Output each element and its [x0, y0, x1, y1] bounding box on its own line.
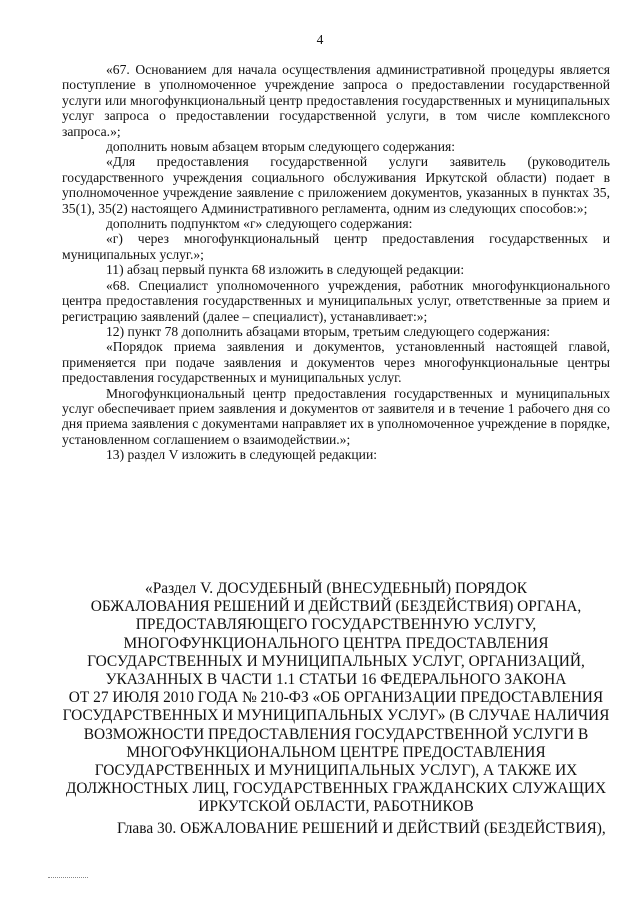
section-heading-line: УКАЗАННЫХ В ЧАСТИ 1.1 СТАТЬИ 16 ФЕДЕРАЛЬНОГО ЗАКОНА	[105, 671, 567, 689]
section-heading-line: ГОСУДАРСТВЕННЫХ И МУНИЦИПАЛЬНЫХ УСЛУГ, ОРГАНИЗАЦИЙ,	[87, 652, 585, 670]
paragraph: 12) пункт 78 дополнить абзацами вторым, третьим следующего содержания:	[106, 323, 551, 339]
paragraph: дополнить новым абзацем вторым следующего содержания:	[106, 139, 455, 155]
paragraph: «67. Основанием для начала осуществления административной процедуры является поступление в уполномоченное учреждение запроса о предоставлении государственной услуги или многофункциональный центр предоставления государственных и муниципальных услуг запроса о предоставлении государственной услуги, в том числе комплексного запроса.»;	[62, 62, 610, 139]
paragraph: 13) раздел V изложить в следующей редакции:	[106, 447, 378, 463]
section-heading-line: МНОГОФУНКЦИОНАЛЬНОМ ЦЕНТРЕ ПРЕДОСТАВЛЕНИЯ	[126, 743, 546, 761]
document-body	[62, 62, 610, 463]
page-number: 4	[316, 32, 324, 47]
paragraph: 11) абзац первый пункта 68 изложить в следующей редакции:	[106, 262, 465, 278]
section-heading-line: ОБЖАЛОВАНИЯ РЕШЕНИЙ И ДЕЙСТВИЙ (БЕЗДЕЙСТВИЯ) ОРГАНА,	[90, 598, 582, 616]
section-heading	[58, 580, 614, 817]
section-heading-line: ВОЗМОЖНОСТИ ПРЕДОСТАВЛЕНИЯ ГОСУДАРСТВЕННОЙ УСЛУГИ В	[83, 725, 589, 743]
section-heading-line: ИРКУТСКОЙ ОБЛАСТИ, РАБОТНИКОВ	[198, 798, 474, 816]
section-heading-line: МНОГОФУНКЦИОНАЛЬНОГО ЦЕНТРА ПРЕДОСТАВЛЕНИЯ	[123, 634, 549, 652]
section-heading-line: ОТ 27 ИЮЛЯ 2010 ГОДА № 210-ФЗ «ОБ ОРГАНИЗАЦИИ ПРЕДОСТАВЛЕНИЯ	[68, 689, 604, 707]
paragraph: «г) через многофункциональный центр предоставления государственных и муниципальных услуг.»;	[62, 231, 610, 262]
paragraph: Многофункциональный центр предоставления государственных и муниципальных услуг обеспечивает прием заявления и документов от заявителя и в течение 1 рабочего дня со дня приема заявления с документами направляет их в уполномоченное учреждение в порядке, установленном соглашением о взаимодействии.»;	[62, 385, 610, 447]
paragraph: «Для предоставления государственной услуги заявитель (руководитель государственного учреждения социального обслуживания Иркутской области) подает в уполномоченное учреждение заявление с приложением документов, указанных в пунктах 35, 35(1), 35(2) настоящего Административного регламента, одним из следующих способов:»;	[62, 154, 610, 216]
section-heading-line: ГОСУДАРСТВЕННЫХ И МУНИЦИПАЛЬНЫХ УСЛУГ» (В СЛУЧАЕ НАЛИЧИЯ	[62, 707, 610, 725]
section-heading-line: ПРЕДОСТАВЛЯЮЩЕГО ГОСУДАРСТВЕННУЮ УСЛУГУ,	[135, 616, 537, 634]
paragraph: «Порядок приема заявления и документов, установленный настоящей главой, применяется при подаче заявления и документов через многофункциональные центры предоставления государственных и муниципальных услуг.	[62, 339, 610, 386]
section-heading-line: ГОСУДАРСТВЕННЫХ И МУНИЦИПАЛЬНЫХ УСЛУГ), А ТАКЖЕ ИХ	[94, 762, 578, 780]
chapter-heading: Глава 30. ОБЖАЛОВАНИЕ РЕШЕНИЙ И ДЕЙСТВИЙ (БЕЗДЕЙСТВИЯ),	[117, 820, 606, 837]
section-heading-line: «Раздел V. ДОСУДЕБНЫЙ (ВНЕСУДЕБНЫЙ) ПОРЯДОК	[145, 580, 527, 597]
paragraph: дополнить подпунктом «г» следующего содержания:	[106, 216, 413, 232]
paragraph: «68. Специалист уполномоченного учреждения, работник многофункционального центра предоставления государственных и муниципальных услуг, ответственные за прием и регистрацию заявлений (далее – специалист), устанавливает:»;	[62, 277, 610, 324]
section-heading-line: ДОЛЖНОСТНЫХ ЛИЦ, ГОСУДАРСТВЕННЫХ ГРАЖДАНСКИХ СЛУЖАЩИХ	[65, 780, 607, 798]
scan-mark	[48, 877, 88, 879]
